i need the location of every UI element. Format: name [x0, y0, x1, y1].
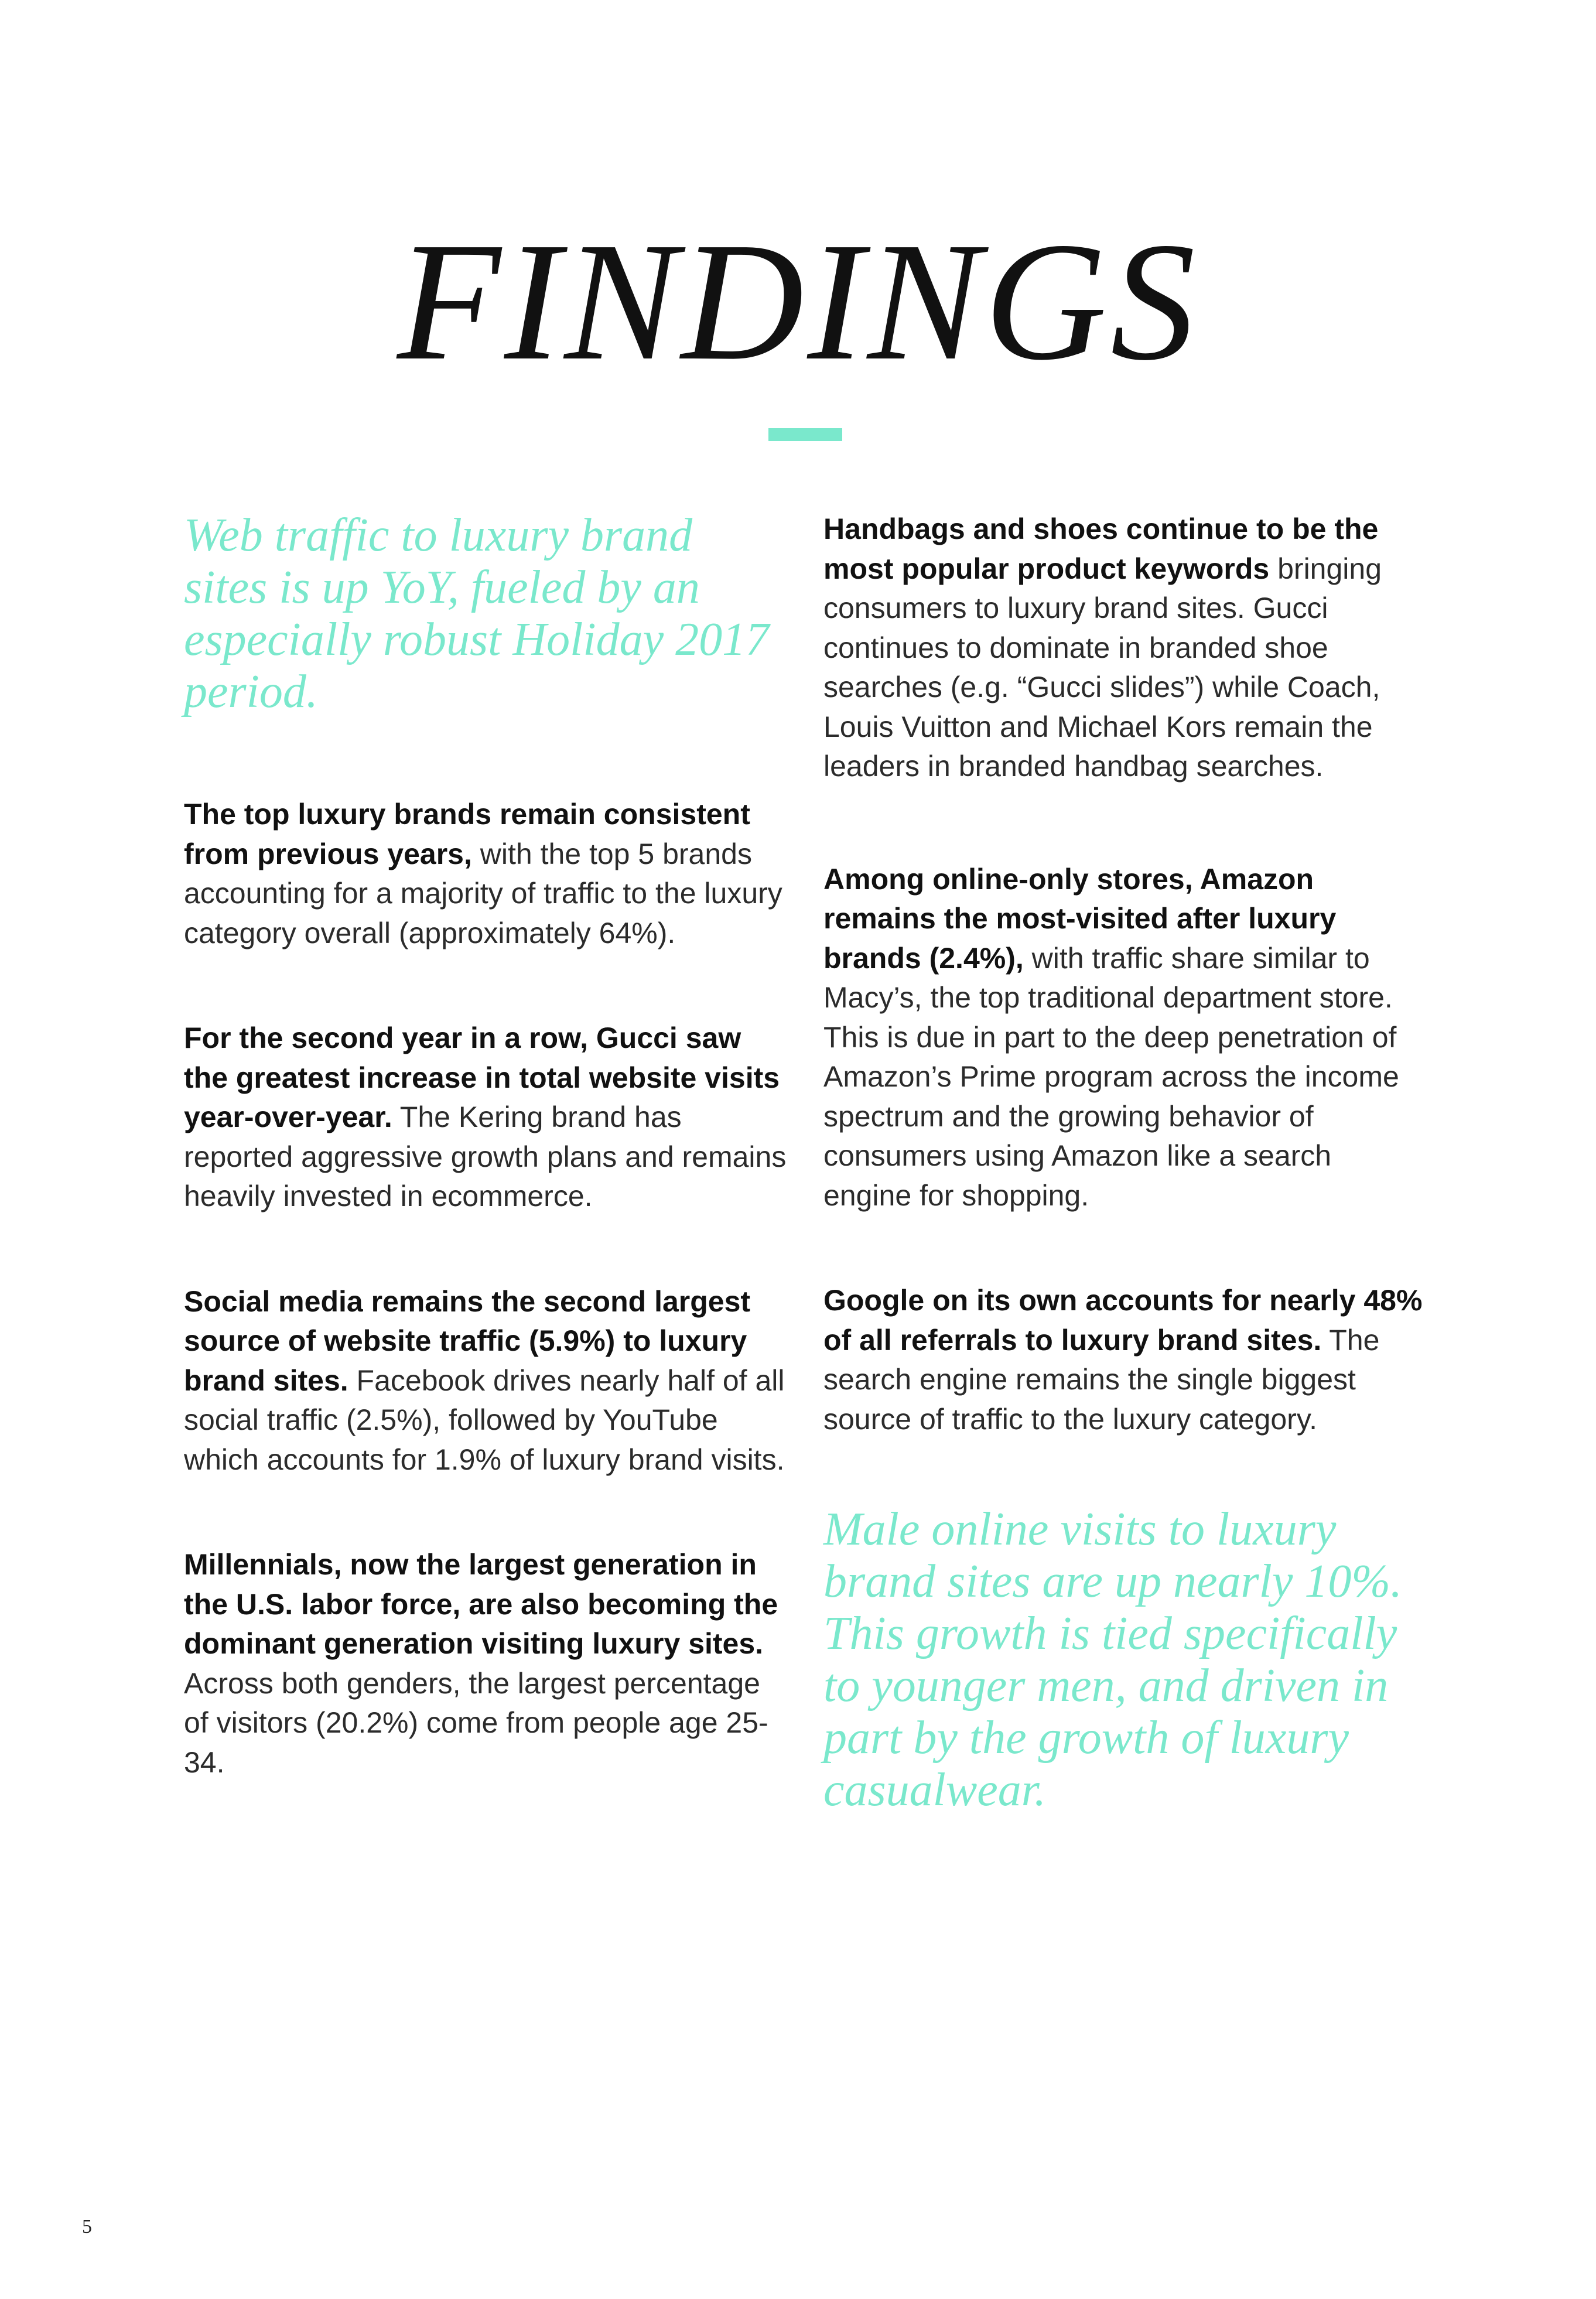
finding-lead: Google on its own accounts for nearly 48% of all referrals to luxury brand sites.	[823, 1284, 1423, 1357]
finding-lead: For the second year in a row, Gucci saw the greatest increase in total website visits year-over-year.	[184, 1022, 780, 1133]
finding-gucci-growth	[184, 1019, 787, 1217]
finding-google	[823, 1281, 1427, 1439]
finding-lead: Among online-only stores, Amazon remains the most-visited after luxury brands (2.4%),	[823, 862, 1337, 975]
finding-lead: Millennials, now the largest generation in the U.S. labor force, are also becoming the dominant generation visiting luxury sites.	[184, 1548, 778, 1660]
finding-lead: Handbags and shoes continue to be the most popular product keywords	[823, 513, 1379, 585]
page-number: 5	[82, 2216, 92, 2237]
finding-lead: The top luxury brands remain consistent from previous years,	[184, 798, 750, 870]
finding-social-media	[184, 1282, 787, 1480]
pull-quote-male-visits: Male online visits to luxury brand sites are up nearly 10%. This growth is tied specifically to younger men, and driven in part by the growth of luxury casualwear.	[823, 1504, 1403, 1816]
finding-body: Facebook drives nearly half of all social traffic (2.5%), followed by YouTube which accounts for 1.9% of luxury brand visits.	[184, 1364, 785, 1476]
right-column	[823, 510, 1427, 1816]
finding-millennials	[184, 1545, 787, 1782]
finding-top-brands	[184, 795, 787, 953]
finding-amazon	[823, 860, 1427, 1216]
finding-handbags-shoes	[823, 510, 1427, 787]
finding-body: bringing consumers to luxury brand sites. Gucci continues to dominate in branded shoe searches (e.g. “Gucci slides”) while Coach, Louis Vuitton and Michael Kors remain the leaders in branded handbag searches.	[823, 552, 1382, 783]
left-column	[184, 510, 787, 1782]
finding-body: with the top 5 brands accounting for a majority of traffic to the luxury category overall (approximately 64%).	[184, 837, 782, 949]
pull-quote-web-traffic: Web traffic to luxury brand sites is up YoY, fueled by an especially robust Holiday 2017 period.	[184, 510, 770, 718]
finding-body: The Kering brand has reported aggressive growth plans and remains heavily invested in ecommerce.	[184, 1101, 787, 1212]
finding-body: with traffic share similar to Macy’s, the top traditional department store. This is due in part to the deep penetration of Amazon’s Prime program across the income spectrum and the growing behavior of consumers using Amazon like a search engine for shopping.	[823, 941, 1399, 1212]
finding-body: The search engine remains the single biggest source of traffic to the luxury category.	[823, 1323, 1380, 1436]
page-title: FINDINGS	[397, 207, 1199, 395]
finding-body: Across both genders, the largest percentage of visitors (20.2%) come from people age 25-34.	[184, 1666, 768, 1779]
title-accent-divider	[768, 428, 842, 441]
finding-lead: Social media remains the second largest source of website traffic (5.9%) to luxury brand sites.	[184, 1285, 751, 1397]
